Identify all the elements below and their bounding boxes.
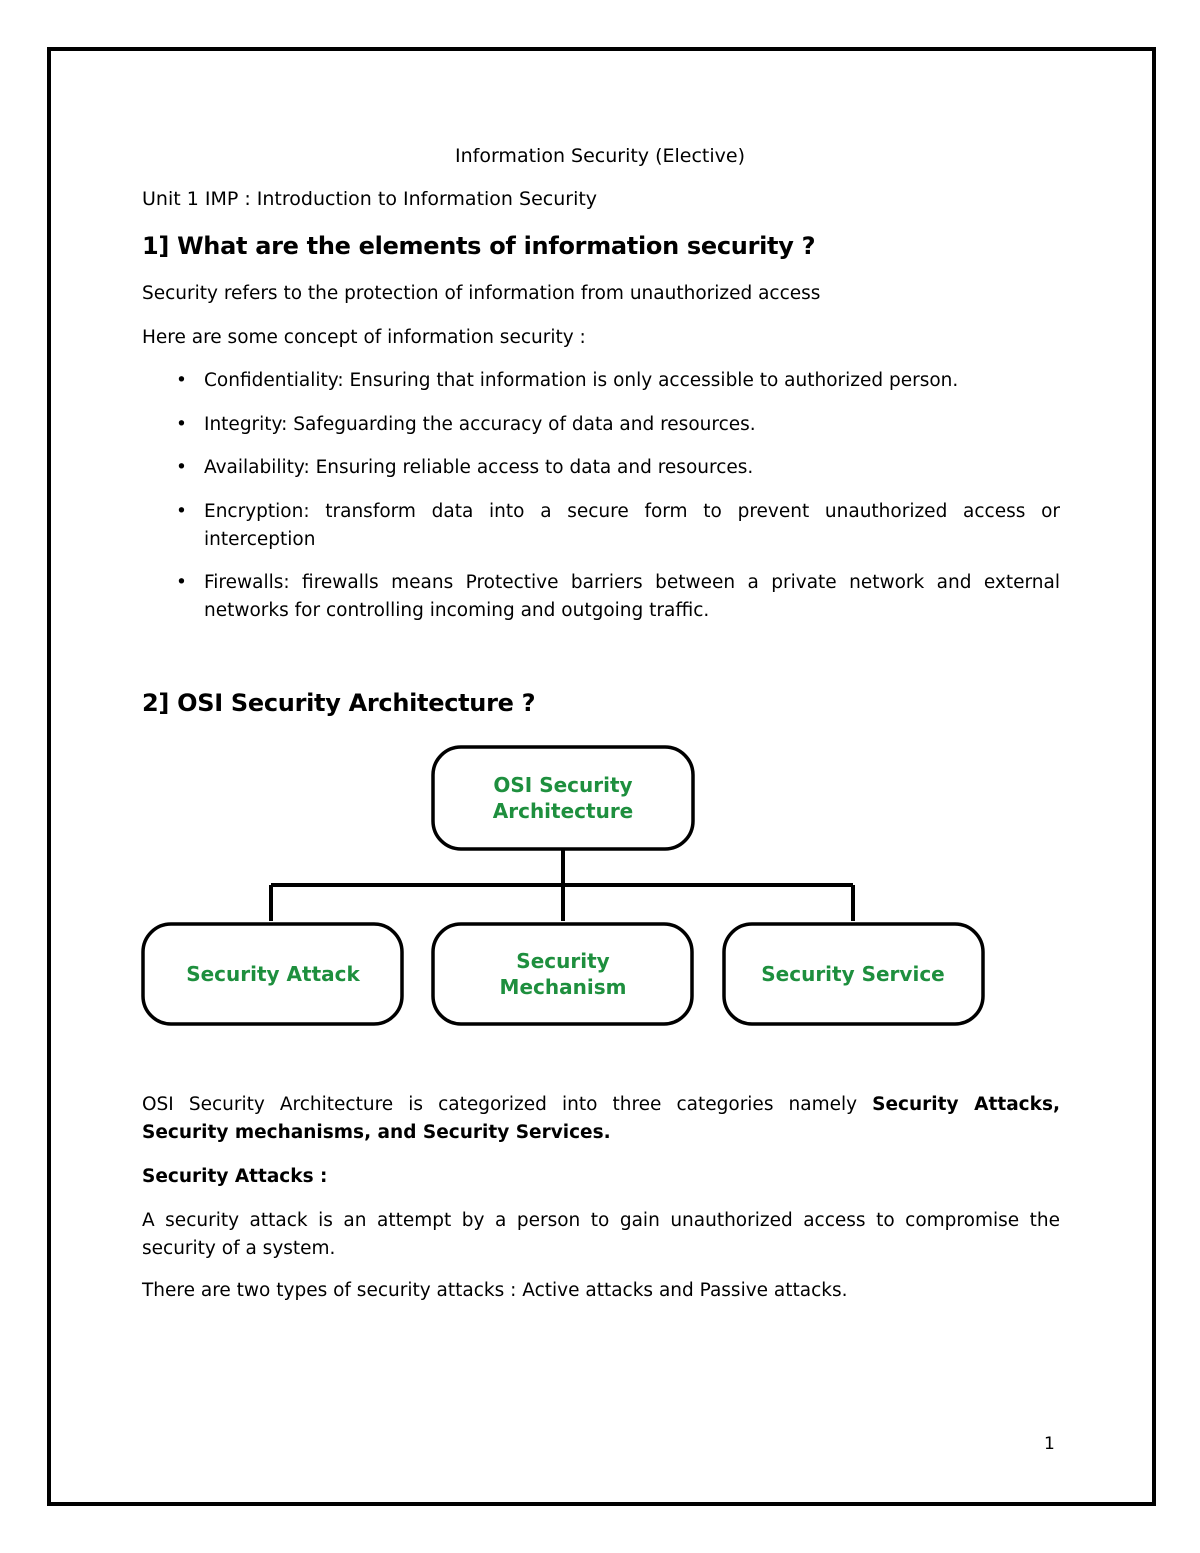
section1-heading: 1] What are the elements of information security ?: [142, 232, 816, 260]
bullet-icon: •: [176, 370, 187, 391]
node-box: [433, 747, 693, 849]
security-attack-label: Security Attack: [186, 962, 360, 986]
page-number: 1: [1044, 1434, 1055, 1454]
osi-architecture-diagram: [140, 745, 990, 1030]
bullet-icon: •: [176, 572, 187, 593]
document-title: Information Security (Elective): [455, 145, 745, 167]
security-mechanism-label-line2: Mechanism: [499, 975, 627, 999]
section2-heading: 2] OSI Security Architecture ?: [142, 689, 536, 717]
osi-summary-categories: Security Attacks, Security mechanisms, and Security Services.: [142, 1094, 1060, 1143]
section1-intro: Security refers to the protection of information from unauthorized access: [142, 283, 821, 304]
security-service-node: [724, 924, 983, 1024]
osi-root-node: [433, 747, 693, 849]
osi-summary-paragraph: [142, 1091, 1060, 1147]
security-attacks-types: There are two types of security attacks : Active attacks and Passive attacks.: [142, 1280, 848, 1301]
osi-summary-text: OSI Security Architecture is categorized into three categories namely: [142, 1094, 873, 1115]
bullet-icon: •: [176, 501, 187, 522]
list-item-text: Integrity: Safeguarding the accuracy of data and resources.: [204, 414, 756, 435]
unit-title: Unit 1 IMP : Introduction to Information Security: [142, 188, 598, 210]
bullet-icon: •: [176, 414, 187, 435]
node-box: [433, 924, 692, 1024]
security-mechanism-node: [433, 924, 692, 1024]
security-service-label: Security Service: [761, 962, 945, 986]
list-item-text: Confidentiality: Ensuring that information is only accessible to authorized person.: [204, 370, 959, 391]
bullet-icon: •: [176, 457, 187, 478]
root-label-line2: Architecture: [492, 799, 634, 823]
security-attack-node: [143, 924, 402, 1024]
list-item-text: Availability: Ensuring reliable access to data and resources.: [204, 457, 754, 478]
security-attacks-definition: A security attack is an attempt by a person to gain unauthorized access to compromise the security of a system.: [142, 1210, 1060, 1259]
list-item-text: Encryption: transform data into a secure form to prevent unauthorized access or interception: [204, 501, 1060, 550]
list-item-text: Firewalls: firewalls means Protective barriers between a private network and external networks for controlling incoming and outgoing traffic.: [204, 572, 1060, 621]
security-mechanism-label-line1: Security: [516, 949, 610, 973]
section1-lead: Here are some concept of information security :: [142, 327, 586, 348]
security-attacks-heading: Security Attacks :: [142, 1166, 328, 1187]
root-label-line1: OSI Security: [493, 773, 633, 797]
